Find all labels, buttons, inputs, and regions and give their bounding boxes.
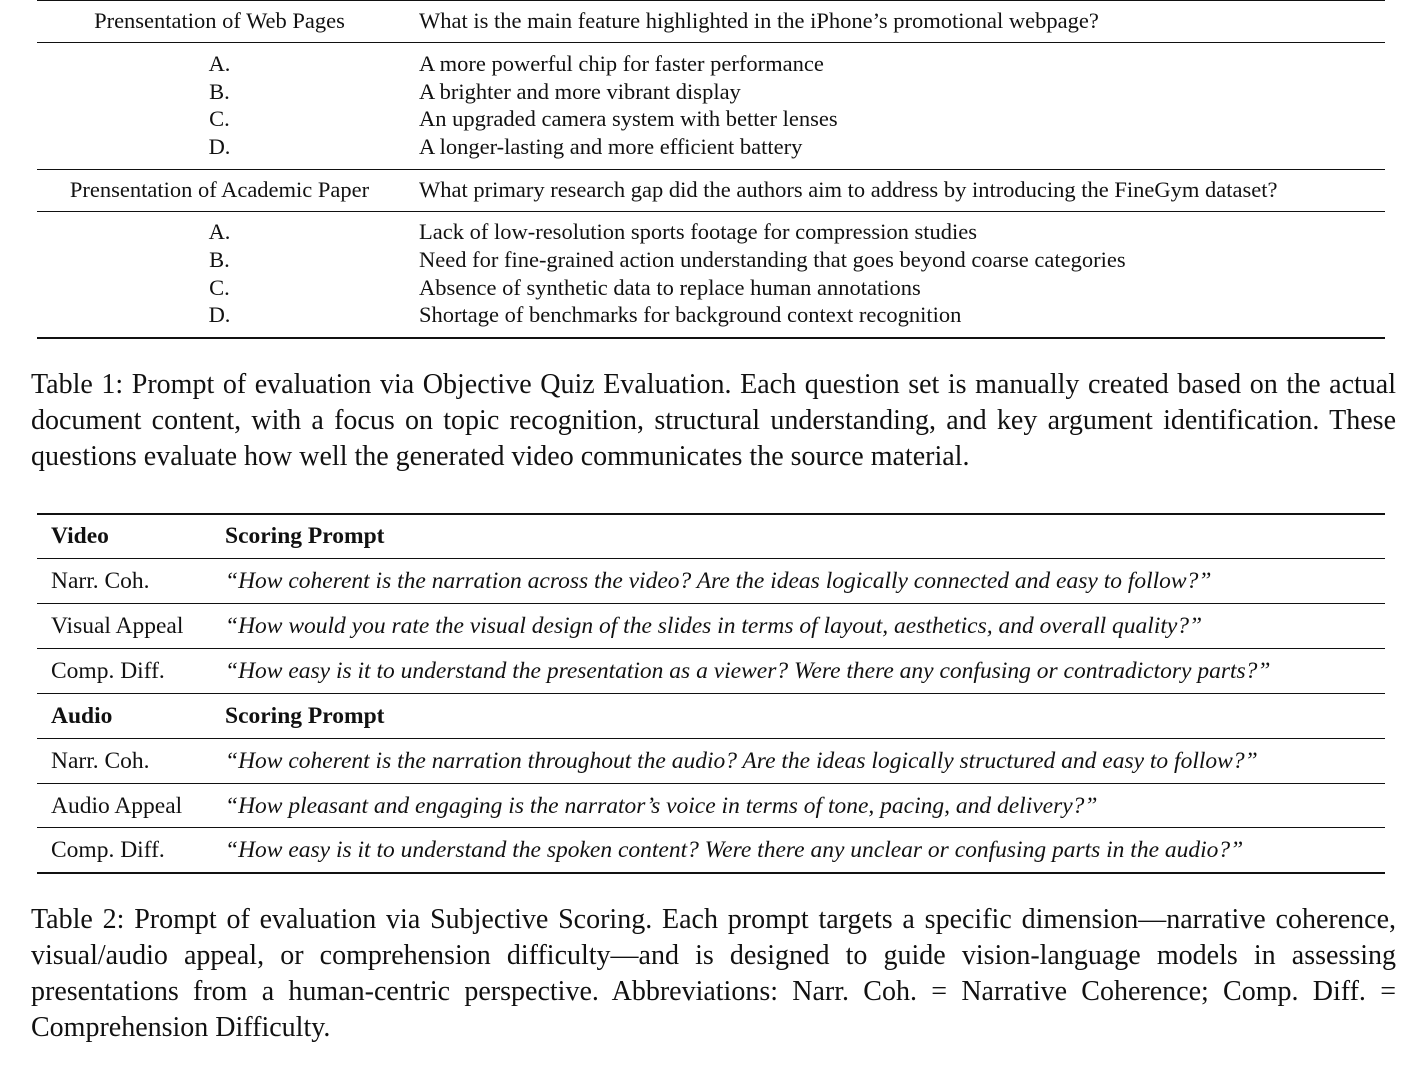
- option-letter: D.: [208, 302, 231, 327]
- scoring-prompt: “How pleasant and engaging is the narrator’s voice in terms of tone, pacing, and delivery?”: [225, 793, 1098, 819]
- table-rule: [37, 42, 1385, 43]
- table-rule: [37, 0, 1385, 1]
- table-rule: [37, 337, 1385, 339]
- table-row: [37, 784, 1385, 828]
- scoring-prompt: “How coherent is the narration across the video? Are the ideas logically connected and easy to follow?”: [225, 568, 1212, 594]
- section-header-prompt: Scoring Prompt: [225, 523, 385, 549]
- table-row: [37, 133, 1385, 161]
- question-cell: What primary research gap did the authors aim to address by introducing the FineGym dataset?: [419, 177, 1278, 202]
- table-row: [37, 246, 1385, 274]
- scoring-prompt: “How easy is it to understand the spoken content? Were there any unclear or confusing parts in the audio?”: [225, 837, 1244, 863]
- table-rule: [37, 872, 1385, 874]
- dimension-label: Comp. Diff.: [51, 658, 165, 684]
- question-cell: What is the main feature highlighted in the iPhone’s promotional webpage?: [419, 8, 1099, 33]
- option-letter: B.: [209, 79, 230, 104]
- category-cell: Prensentation of Web Pages: [94, 8, 345, 33]
- table-rule: [37, 169, 1385, 170]
- table-row: [37, 694, 1385, 738]
- table-row: [37, 649, 1385, 693]
- table-row: [37, 218, 1385, 246]
- dimension-label: Comp. Diff.: [51, 837, 165, 863]
- table-1-caption: [31, 367, 1396, 475]
- table-row: [37, 50, 1385, 78]
- option-letter: C.: [209, 275, 230, 300]
- dimension-label: Audio Appeal: [51, 793, 183, 819]
- option-text: Lack of low-resolution sports footage for compression studies: [419, 219, 978, 244]
- table-row: [37, 176, 1385, 204]
- option-text: A more powerful chip for faster performance: [419, 51, 824, 76]
- table-row: [37, 105, 1385, 133]
- caption-text: Table 2: Prompt of evaluation via Subjective Scoring. Each prompt targets a specific dimension—narrative coherence, visual/audio appeal, or comprehension difficulty—and is designed to guide vision-language models in assessing presentations from a human-centric perspective. Abbreviations: Narr. Coh. = Narrative Coherence; Comp. Diff. = Comprehension Difficulty.: [31, 904, 1396, 1043]
- option-text: Shortage of benchmarks for background context recognition: [419, 302, 962, 327]
- dimension-label: Visual Appeal: [51, 613, 184, 639]
- section-header-label: Video: [51, 523, 109, 549]
- scoring-prompt: “How would you rate the visual design of the slides in terms of layout, aesthetics, and overall quality?”: [225, 613, 1203, 639]
- option-text: An upgraded camera system with better lenses: [419, 106, 838, 131]
- table-row: [37, 604, 1385, 648]
- table-row: [37, 78, 1385, 106]
- table-row: [37, 514, 1385, 558]
- option-letter: B.: [209, 247, 230, 272]
- table-row: [37, 559, 1385, 603]
- section-header-prompt: Scoring Prompt: [225, 703, 385, 729]
- option-text: A longer-lasting and more efficient battery: [419, 134, 803, 159]
- table-row: [37, 7, 1385, 35]
- dimension-label: Narr. Coh.: [51, 748, 150, 774]
- option-text: Need for fine-grained action understanding that goes beyond coarse categories: [419, 247, 1126, 272]
- scoring-prompt: “How easy is it to understand the presentation as a viewer? Were there any confusing or contradictory parts?”: [225, 658, 1271, 684]
- table-rule: [37, 211, 1385, 212]
- table-2-caption: [31, 902, 1396, 1046]
- option-letter: C.: [209, 106, 230, 131]
- option-letter: A.: [208, 51, 231, 76]
- table-row: [37, 828, 1385, 872]
- option-letter: D.: [208, 134, 231, 159]
- table-row: [37, 739, 1385, 783]
- option-text: A brighter and more vibrant display: [419, 79, 741, 104]
- caption-text: Table 1: Prompt of evaluation via Objective Quiz Evaluation. Each question set is manually created based on the actual document content, with a focus on topic recognition, structural understanding, and key argument identification. These questions evaluate how well the generated video communicates the source material.: [31, 369, 1396, 472]
- table-row: [37, 301, 1385, 329]
- option-text: Absence of synthetic data to replace human annotations: [419, 275, 921, 300]
- table-row: [37, 274, 1385, 302]
- category-cell: Prensentation of Academic Paper: [69, 177, 370, 202]
- scoring-prompt: “How coherent is the narration throughout the audio? Are the ideas logically structured and easy to follow?”: [225, 748, 1258, 774]
- dimension-label: Narr. Coh.: [51, 568, 150, 594]
- section-header-label: Audio: [51, 703, 113, 729]
- option-letter: A.: [208, 219, 231, 244]
